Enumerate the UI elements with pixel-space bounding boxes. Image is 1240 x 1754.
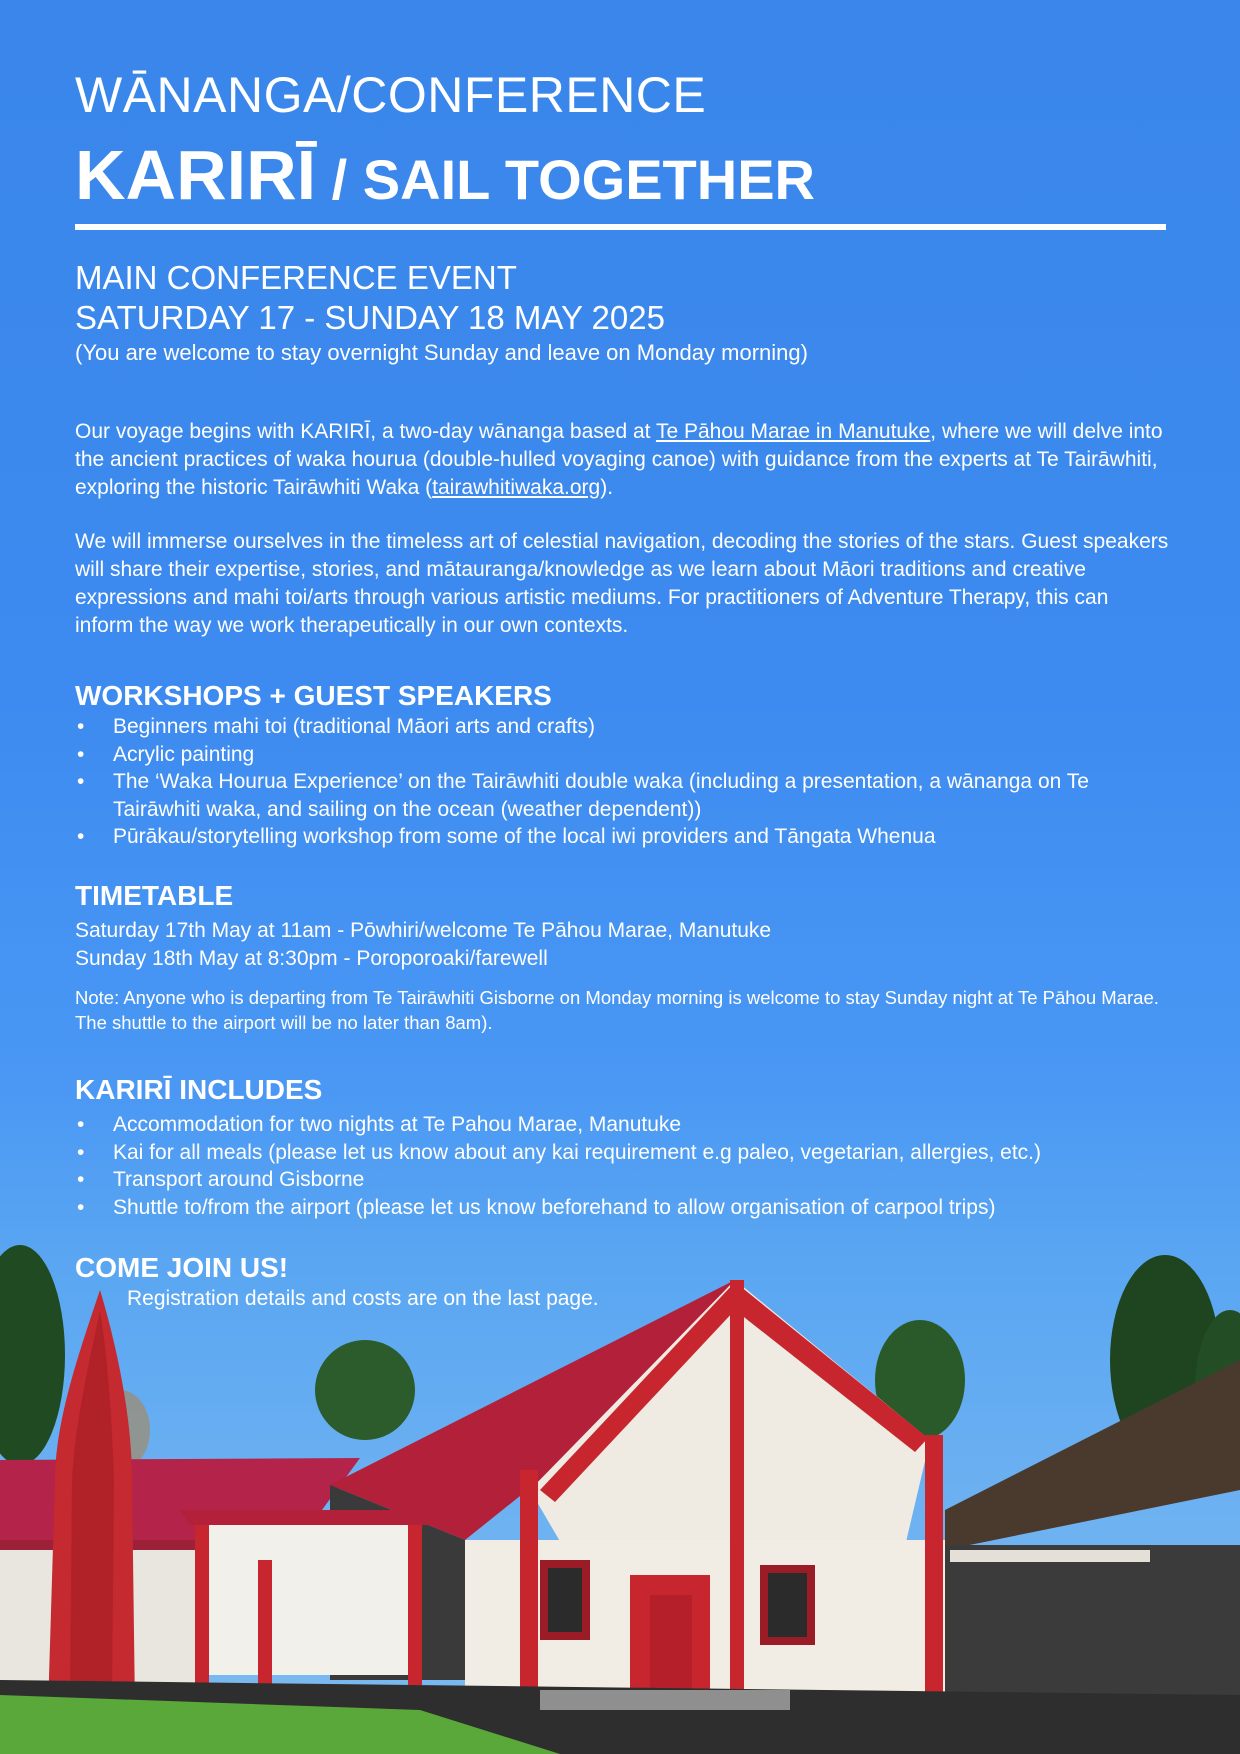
- workshop-item: • The ‘Waka Hourua Experience’ on the Tairāwhiti double waka (including a presentation, a wānanga on Te Tairāwhiti waka, and sailing on the ocean (weather dependent)): [75, 768, 1170, 823]
- includes-item: • Transport around Gisborne: [75, 1166, 1170, 1194]
- shelter: [180, 1510, 450, 1710]
- waka-website-link[interactable]: tairawhitiwaka.org: [432, 476, 601, 499]
- join-heading: COME JOIN US!: [75, 1252, 289, 1283]
- includes-item: • Kai for all meals (please let us know about any kai requirement e.g paleo, vegetarian, allergies, etc.): [75, 1139, 1170, 1167]
- workshop-item: • Beginners mahi toi (traditional Māori arts and crafts): [75, 713, 1170, 741]
- timetable-note: Note: Anyone who is departing from Te Tairāwhiti Gisborne on Monday morning is welcome to stay Sunday night at Te Pāhou Marae. The shuttle to the airport will be no later than 8am).: [75, 987, 1159, 1033]
- intro-text-b: , where we will delve into the ancient practices of waka hourua (double-hulled voyaging canoe) with guidance from the experts at Te Tairāwhiti, exploring the historic Tairāwhiti Waka (: [75, 420, 1163, 499]
- intro-paragraph-2: We will immerse ourselves in the timeless art of celestial navigation, decoding the stories of the stars. Guest speakers will share their expertise, stories, and mātauranga/knowledge as we learn about Māori traditions and creative expressions and mahi toi/arts through various artistic mediums. For practitioners of Adventure Therapy, this can inform the way we work therapeutically in our own contexts.: [75, 530, 1169, 637]
- title-divider: [75, 224, 1166, 230]
- registration-note: Registration details and costs are on the last page.: [127, 1287, 599, 1310]
- workshops-list: [75, 713, 1170, 851]
- timetable-heading: TIMETABLE: [75, 880, 234, 911]
- title-main: KARIRĪ: [75, 136, 317, 214]
- poster-subtitle: WĀNANGA/CONFERENCE: [75, 67, 707, 123]
- side-building: [945, 1360, 1240, 1725]
- poster-title: [75, 136, 815, 214]
- includes-list: [75, 1111, 1170, 1221]
- includes-heading: KARIRĪ INCLUDES: [75, 1074, 323, 1105]
- marae-photo: [0, 1240, 1240, 1754]
- event-dates-block: [75, 258, 808, 368]
- event-label: MAIN CONFERENCE EVENT: [75, 259, 517, 296]
- includes-item: • Accommodation for two nights at Te Pahou Marae, Manutuke: [75, 1111, 1170, 1139]
- timetable-line-2: Sunday 18th May at 8:30pm - Poroporoaki/farewell: [75, 947, 548, 970]
- intro-text-a: Our voyage begins with KARIRĪ, a two-day wānanga based at: [75, 420, 656, 443]
- event-note: (You are welcome to stay overnight Sunday and leave on Monday morning): [75, 340, 808, 365]
- marae-link[interactable]: Te Pāhou Marae in Manutuke: [655, 420, 931, 443]
- workshops-heading: WORKSHOPS + GUEST SPEAKERS: [75, 680, 552, 711]
- workshop-item: • Acrylic painting: [75, 741, 1170, 769]
- wharenui: [330, 1280, 945, 1710]
- intro-text-c: ).: [600, 476, 614, 499]
- workshop-item: • Pūrākau/storytelling workshop from some of the local iwi providers and Tāngata Whenua: [75, 823, 1170, 851]
- title-rest: / SAIL TOGETHER: [316, 148, 815, 211]
- intro-paragraph-1: [75, 418, 1170, 502]
- timetable-line-1: Saturday 17th May at 11am - Pōwhiri/welcome Te Pāhou Marae, Manutuke: [75, 919, 772, 942]
- event-dates: SATURDAY 17 - SUNDAY 18 MAY 2025: [75, 299, 665, 336]
- includes-item: • Shuttle to/from the airport (please let us know beforehand to allow organisation of carpool trips): [75, 1194, 1170, 1222]
